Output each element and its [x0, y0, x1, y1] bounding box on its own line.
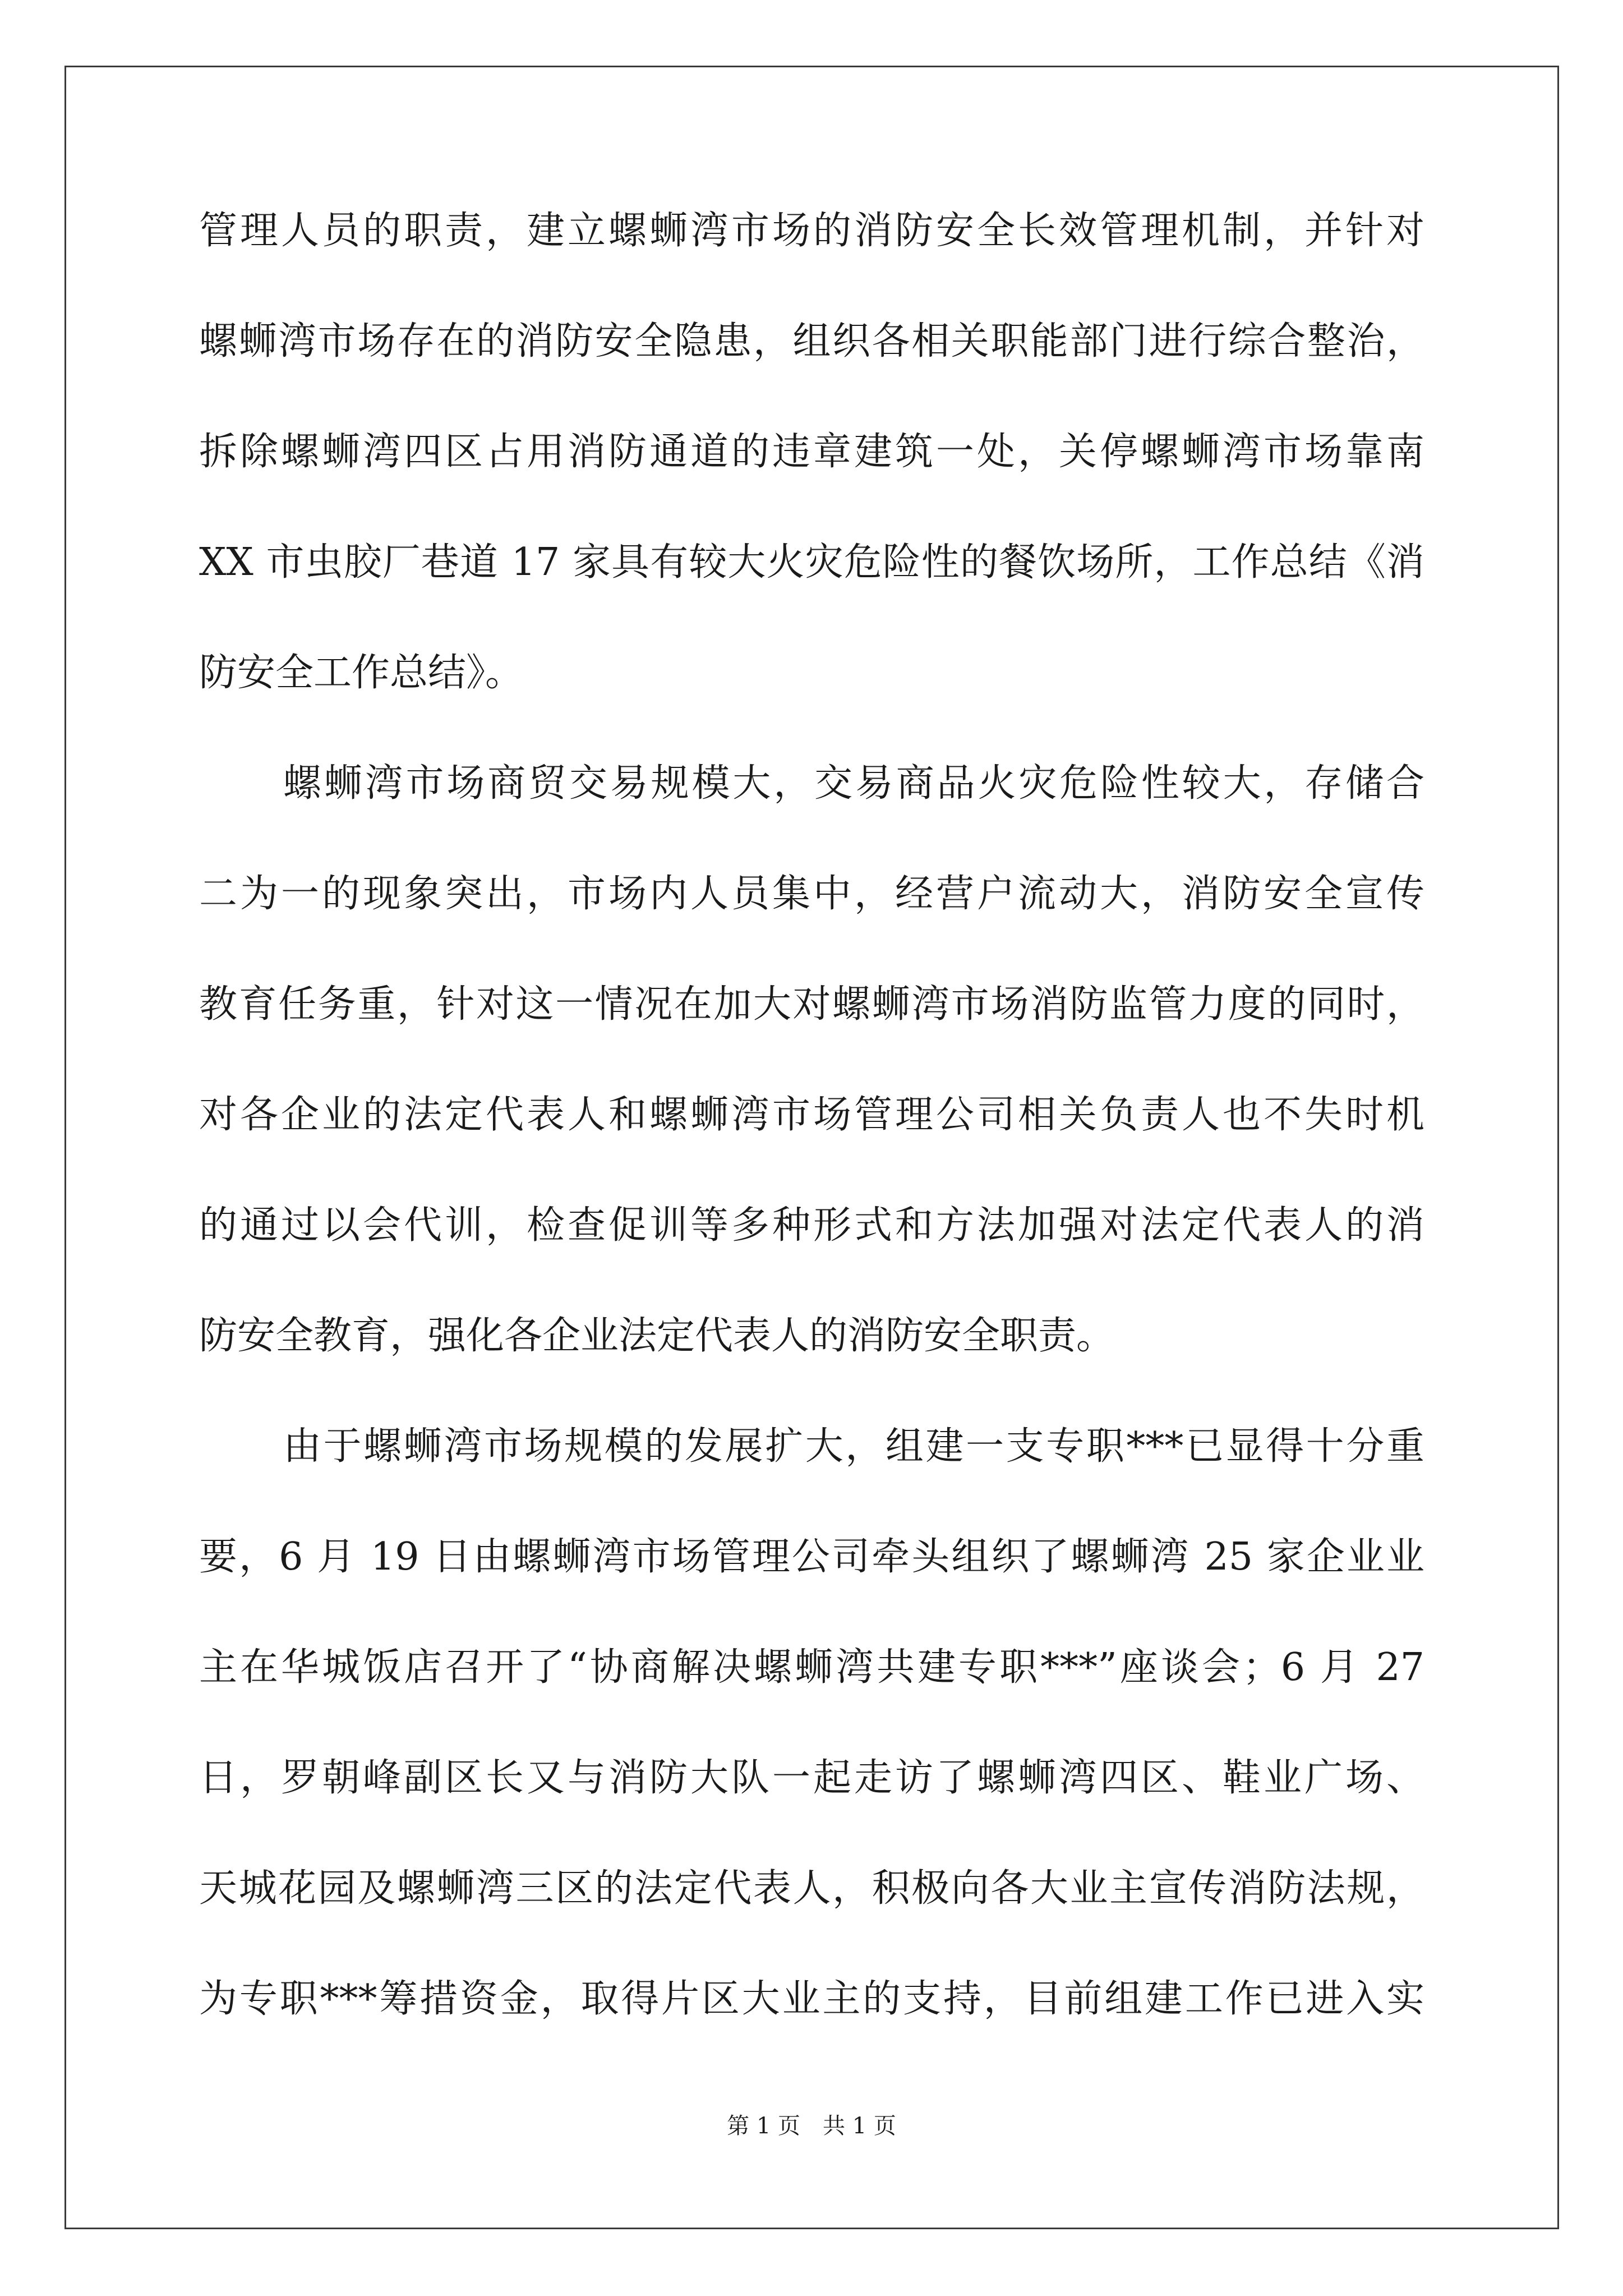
text-line: 对各企业的法定代表人和螺蛳湾市场管理公司相关负责人也不失时机	[199, 1093, 1424, 1137]
text-line: 二为一的现象突出，市场内人员集中，经营户流动大，消防安全宣传	[199, 872, 1424, 916]
text-line: XX 市虫胶厂巷道 17 家具有较大火灾危险性的餐饮场所，工作总结《消	[199, 540, 1424, 585]
text-line: 为专职***筹措资金，取得片区大业主的支持，目前组建工作已进入实	[199, 1977, 1424, 2021]
document-body	[199, 209, 1424, 2087]
text-line: 天城花园及螺蛳湾三区的法定代表人，积极向各大业主宣传消防法规，	[199, 1866, 1424, 1911]
page-total: 共 1 页	[823, 2113, 896, 2139]
text-line: 管理人员的职责，建立螺蛳湾市场的消防安全长效管理机制，并针对	[199, 209, 1424, 253]
text-line: 要，6 月 19 日由螺蛳湾市场管理公司牵头组织了螺蛳湾 25 家企业业	[199, 1535, 1424, 1579]
text-line: 由于螺蛳湾市场规模的发展扩大，组建一支专职***已显得十分重	[283, 1424, 1424, 1469]
text-line: 拆除螺蛳湾四区占用消防通道的违章建筑一处，关停螺蛳湾市场靠南	[199, 430, 1424, 474]
text-line: 的通过以会代训，检查促训等多种形式和方法加强对法定代表人的消	[199, 1203, 1424, 1248]
text-line: 螺蛳湾市场商贸交易规模大，交易商品火灾危险性较大，存储合	[283, 761, 1424, 806]
page-footer	[0, 2108, 1623, 2140]
text-line: 日，罗朝峰副区长又与消防大队一起走访了螺蛳湾四区、鞋业广场、	[199, 1756, 1424, 1800]
text-line: 螺蛳湾市场存在的消防安全隐患，组织各相关职能部门进行综合整治，	[199, 319, 1424, 364]
text-line: 防安全教育，强化各企业法定代表人的消防安全职责。	[199, 1314, 1115, 1358]
page-number: 第 1 页	[727, 2113, 800, 2139]
text-line: 防安全工作总结》。	[199, 651, 524, 695]
text-line: 教育任务重，针对这一情况在加大对螺蛳湾市场消防监管力度的同时，	[199, 982, 1424, 1027]
text-line: 主在华城饭店召开了“协商解决螺蛳湾共建专职***”座谈会；6 月 27	[199, 1645, 1424, 1690]
